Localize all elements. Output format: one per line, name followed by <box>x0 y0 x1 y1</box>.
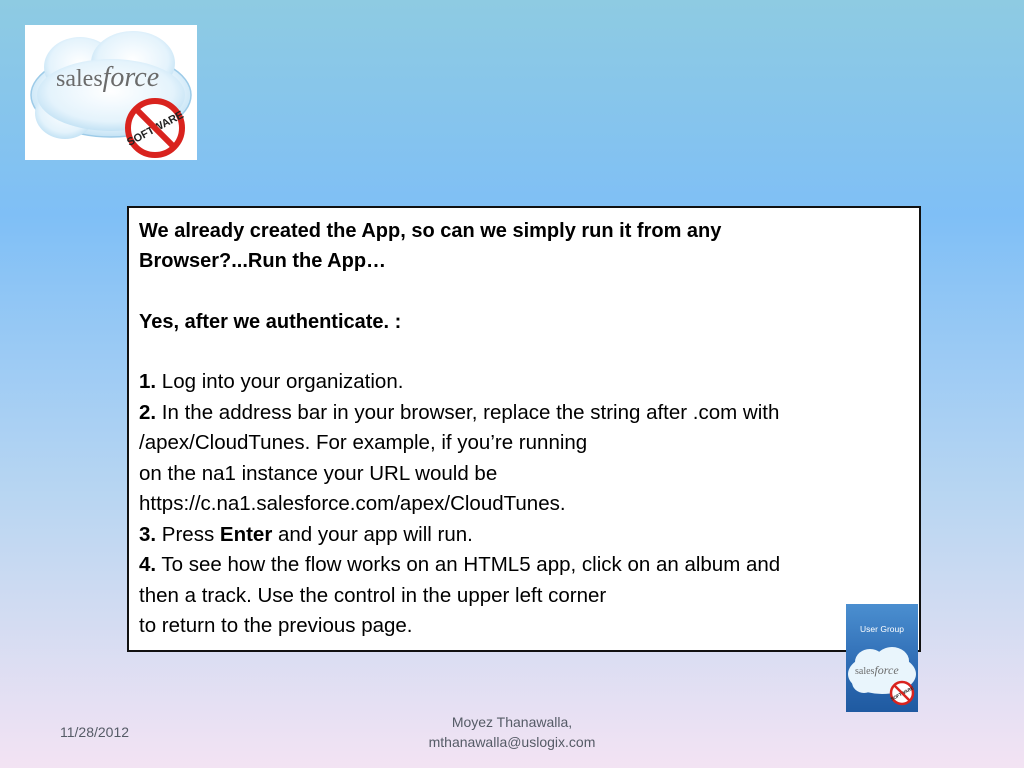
step-4-number: 4. <box>139 553 157 576</box>
question-line-1: We already created the App, so can we simply run it from any <box>139 220 722 242</box>
badge-title: User Group <box>860 624 904 634</box>
content-textbox <box>127 206 921 652</box>
footer-author <box>340 712 684 752</box>
step-3 <box>139 520 909 551</box>
step-1-text: Log into your organization. <box>156 370 404 393</box>
step-3-text-post: and your app will run. <box>272 522 473 546</box>
step-2-line-4: https://c.na1.salesforce.com/apex/CloudTunes. <box>139 492 566 515</box>
step-4-text: To see how the flow works on an HTML5 app, click on an album and <box>156 553 781 576</box>
footer-author-name: Moyez Thanawalla, <box>451 714 573 730</box>
spacer <box>139 337 909 368</box>
logo-brand-text: salesforce <box>56 62 160 93</box>
footer-date: 11/28/2012 <box>60 724 130 740</box>
step-2-number: 2. <box>139 400 157 424</box>
step-4-line-3: to return to the previous page. <box>139 614 413 637</box>
user-group-badge <box>846 604 918 712</box>
step-3-key: Enter <box>219 522 273 546</box>
badge-stamp-icon <box>890 682 915 704</box>
step-2-line-3: on the na1 instance your URL would be <box>139 461 498 485</box>
step-3-text-pre: Press <box>156 522 220 546</box>
cloud-logo-graphic <box>25 25 197 160</box>
step-2-line-2: /apex/CloudTunes. For example, if you’re running <box>139 431 588 454</box>
spacer <box>139 276 909 307</box>
no-software-stamp-icon <box>125 101 186 155</box>
badge-logo-graphic <box>846 644 918 712</box>
salesforce-logo <box>25 25 197 160</box>
step-2-text: In the address bar in your browser, replace the string after .com with <box>156 400 780 424</box>
step-3-number: 3. <box>139 522 157 546</box>
answer-line: Yes, after we authenticate. : <box>139 310 402 333</box>
step-1-number: 1. <box>139 370 157 393</box>
badge-brand-text: salesforce <box>855 663 899 677</box>
footer-author-email: mthanawalla@uslogix.com <box>428 734 596 750</box>
step-1 <box>139 367 909 398</box>
step-2-line-1 <box>139 398 909 429</box>
step-4-line-1 <box>139 550 909 581</box>
question-line-2: Browser?...Run the App… <box>139 250 387 272</box>
step-4-line-2: then a track. Use the control in the upper left corner <box>139 583 607 607</box>
